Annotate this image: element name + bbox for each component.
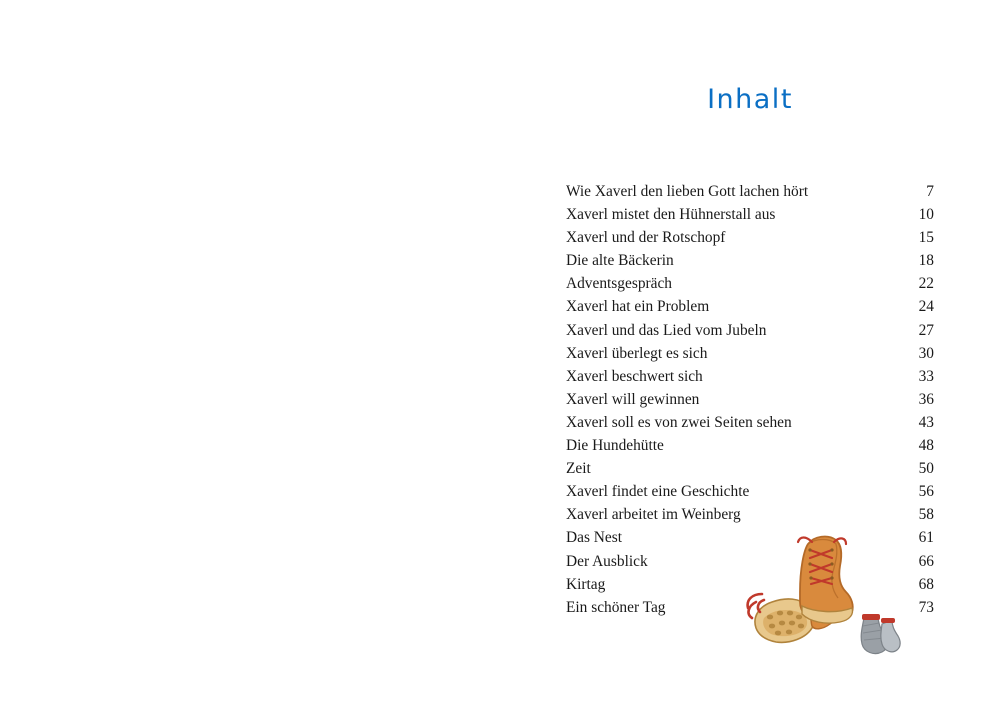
toc-entry-page-number: 33 <box>918 367 934 385</box>
toc-entry-page-number: 30 <box>918 344 934 362</box>
toc-entry-page-number: 48 <box>918 437 934 455</box>
toc-entry-page-number: 68 <box>918 575 934 593</box>
toc-entry-title: Xaverl findet eine Geschichte <box>566 483 750 501</box>
toc-entry-title: Zeit <box>566 460 591 478</box>
toc-entry-title: Die alte Bäckerin <box>566 252 674 270</box>
toc-entry-page-number: 66 <box>918 552 934 570</box>
toc-entry-title: Xaverl beschwert sich <box>566 367 703 385</box>
toc-entry-page-number: 58 <box>918 506 934 524</box>
page-title: Inhalt <box>707 84 793 115</box>
toc-entry-page-number: 56 <box>918 483 934 501</box>
hiking-boot-and-socks-illustration <box>742 520 902 665</box>
toc-row[interactable] <box>566 295 934 318</box>
toc-entry-page-number: 10 <box>918 206 934 224</box>
toc-row[interactable] <box>566 180 934 203</box>
toc-entry-title: Wie Xaverl den lieben Gott lachen hört <box>566 183 809 200</box>
toc-entry-title: Das Nest <box>566 529 622 547</box>
toc-entry-title: Ein schöner Tag <box>566 598 666 616</box>
toc-row[interactable] <box>566 272 934 295</box>
toc-entry-title: Adventsgespräch <box>566 275 672 293</box>
toc-entry-page-number: 15 <box>918 229 934 247</box>
toc-entry-page-number: 22 <box>918 275 934 293</box>
toc-entry-page-number: 18 <box>918 252 934 270</box>
toc-row[interactable] <box>566 480 934 503</box>
toc-entry-title: Xaverl mistet den Hühnerstall aus <box>566 206 776 224</box>
toc-entry-title: Xaverl arbeitet im Weinberg <box>566 506 741 524</box>
toc-entry-title: Die Hundehütte <box>566 437 664 455</box>
toc-entry-title: Xaverl will gewinnen <box>566 390 700 408</box>
toc-row[interactable] <box>566 411 934 434</box>
toc-entry-page-number: 43 <box>918 413 934 431</box>
toc-entry-page-number: 27 <box>918 321 934 339</box>
toc-entry-title: Xaverl und das Lied vom Jubeln <box>566 321 767 339</box>
toc-row[interactable] <box>566 203 934 226</box>
toc-entry-page-number: 73 <box>918 598 934 616</box>
toc-entry-page-number: 61 <box>918 529 934 547</box>
toc-row[interactable] <box>566 388 934 411</box>
toc-row[interactable] <box>566 249 934 272</box>
toc-entry-title: Kirtag <box>566 575 606 593</box>
toc-row[interactable] <box>566 365 934 388</box>
toc-row[interactable] <box>566 342 934 365</box>
toc-row[interactable] <box>566 434 934 457</box>
toc-entry-title: Der Ausblick <box>566 552 648 570</box>
toc-entry-title: Xaverl hat ein Problem <box>566 298 710 316</box>
toc-row[interactable] <box>566 457 934 480</box>
toc-entry-page-number: 36 <box>918 390 934 408</box>
toc-entry-title: Xaverl überlegt es sich <box>566 344 708 362</box>
toc-entry-page-number: 7 <box>926 183 934 200</box>
toc-row[interactable] <box>566 226 934 249</box>
toc-entry-page-number: 50 <box>918 460 934 478</box>
toc-entry-title: Xaverl soll es von zwei Seiten sehen <box>566 413 792 431</box>
toc-entry-page-number: 24 <box>918 298 934 316</box>
toc-entry-title: Xaverl und der Rotschopf <box>566 229 726 247</box>
toc-row[interactable] <box>566 319 934 342</box>
